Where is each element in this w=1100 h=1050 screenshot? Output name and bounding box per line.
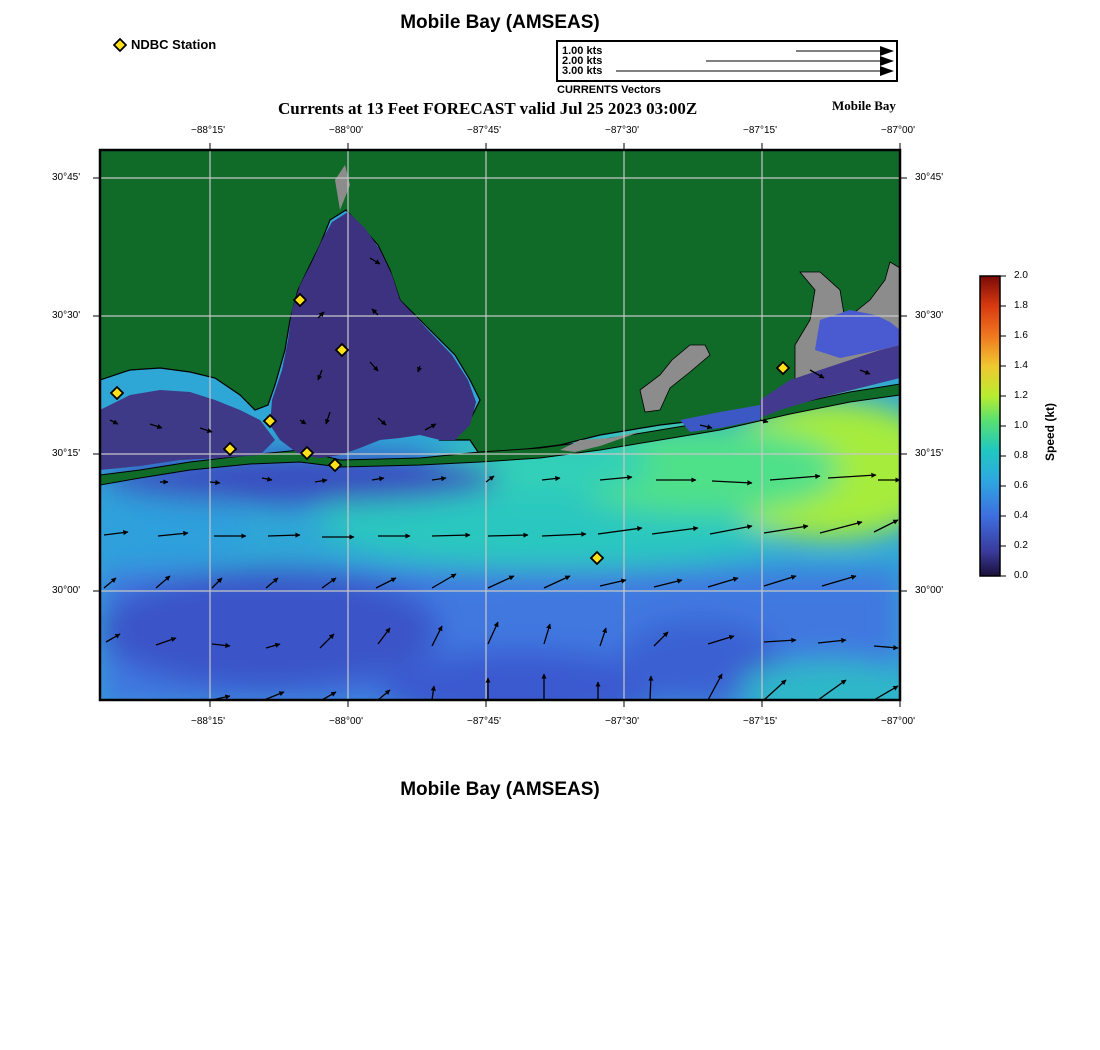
colorbar-tick: 0.0: [1014, 570, 1028, 581]
region-label: Mobile Bay: [832, 98, 896, 113]
lat-tick-right: 30°30': [915, 310, 944, 321]
colorbar-tick: 1.8: [1014, 300, 1028, 311]
lat-tick-left: 30°30': [52, 310, 81, 321]
lon-tick-bottom: −88°00': [329, 716, 363, 727]
colorbar-tick: 0.4: [1014, 510, 1028, 521]
vector-caption: CURRENTS Vectors: [557, 84, 661, 96]
colorbar-tick: 1.2: [1014, 390, 1028, 401]
currents-map: [92, 142, 910, 710]
lon-tick-top: −88°15': [191, 125, 225, 136]
colorbar-tick: 2.0: [1014, 270, 1028, 281]
vector-scale-3kt-label: 3.00 kts: [562, 65, 603, 77]
lon-tick-top: −88°00': [329, 125, 363, 136]
lat-tick-right: 30°15': [915, 448, 944, 459]
lat-tick-right: 30°45': [915, 172, 944, 183]
forecast-subtitle: Currents at 13 Feet FORECAST valid Jul 25 2023 03:00Z: [278, 99, 698, 118]
lat-tick-left: 30°00': [52, 585, 81, 596]
vector-scale-legend: [556, 40, 898, 82]
lon-tick-top: −87°45': [467, 125, 501, 136]
colorbar-tick: 1.0: [1014, 420, 1028, 431]
lon-tick-bottom: −87°30': [605, 716, 639, 727]
lon-tick-bottom: −87°15': [743, 716, 777, 727]
station-legend: [113, 37, 216, 52]
lat-tick-left: 30°45': [52, 172, 81, 183]
lon-tick-bottom: −87°00': [881, 716, 915, 727]
vector-scale-1kt-label: 1.00 kts: [562, 45, 603, 57]
lon-tick-bottom: −87°45': [467, 716, 501, 727]
colorbar-tick: 1.6: [1014, 330, 1028, 341]
speed-colorbar: [978, 270, 1010, 582]
colorbar-tick: 0.8: [1014, 450, 1028, 461]
map-title: Mobile Bay (AMSEAS): [400, 12, 600, 33]
station-legend-label: NDBC Station: [131, 37, 217, 52]
lon-tick-bottom: −88°15': [191, 716, 225, 727]
colorbar-tick: 0.6: [1014, 480, 1028, 491]
colorbar-tick: 0.2: [1014, 540, 1028, 551]
lon-tick-top: −87°00': [881, 125, 915, 136]
station-marker-icon: [113, 38, 127, 52]
lon-tick-top: −87°15': [743, 125, 777, 136]
colorbar-tick: 1.4: [1014, 360, 1028, 371]
vector-scale-arrows: [558, 42, 896, 80]
vector-scale-2kt-label: 2.00 kts: [562, 55, 603, 67]
footer-title: Mobile Bay (AMSEAS): [400, 779, 600, 800]
lat-tick-left: 30°15': [52, 448, 81, 459]
colorbar-label: Speed (kt): [1043, 402, 1057, 461]
lat-tick-right: 30°00': [915, 585, 944, 596]
lon-tick-top: −87°30': [605, 125, 639, 136]
